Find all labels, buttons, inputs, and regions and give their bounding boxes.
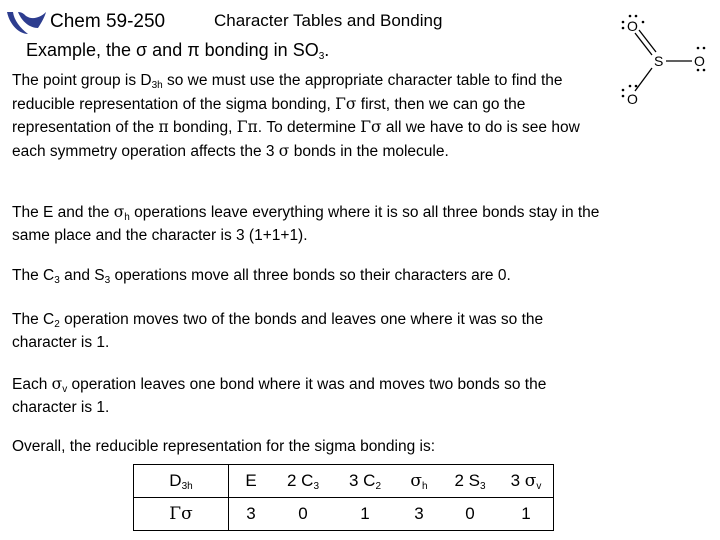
course-title: Chem 59-250 bbox=[50, 11, 166, 32]
rep-label-cell: Γσ bbox=[134, 498, 229, 531]
paragraph-c3-s3: The $C_3$ and $S_3$ operations move all three bonds so their characters are 0. bbox=[12, 267, 511, 286]
table-row-gamma-sigma bbox=[134, 498, 554, 531]
point-group-cell: $D_{3h}$ bbox=[134, 465, 229, 498]
topic-title: Character Tables and Bonding bbox=[214, 11, 443, 30]
op-cell-s3: 2 $S_3$ bbox=[441, 465, 499, 498]
oxygen-atom-right: O bbox=[694, 53, 705, 69]
oxygen-atom-top: O bbox=[627, 18, 638, 34]
reducible-representation-table bbox=[133, 464, 554, 531]
char-cell: 0 bbox=[441, 498, 499, 531]
university-logo bbox=[4, 8, 48, 38]
sulfur-atom: S bbox=[654, 53, 664, 69]
char-cell: 3 bbox=[229, 498, 274, 531]
paragraph-sigma-v: Each $\sigma_v$ operation leaves one bond where it was and moves two bonds so the character is 1. bbox=[12, 375, 547, 416]
op-cell-sigma-h: $\sigma_h$ bbox=[397, 465, 441, 498]
op-cell-sigma-v: 3 $\sigma_v$ bbox=[499, 465, 554, 498]
so3-lewis-structure bbox=[612, 10, 716, 106]
paragraph-point-group: The point group is $D_{3h}$ so we must use the appropriate character table to find the reducible representation of the sigma bonding, Γσ first, then we can go the representation of the π bonding, Γπ. To determine Γσ all we have to do is see how each symmetry operation affects the 3 σ bonds in the molecule. bbox=[12, 72, 580, 160]
paragraph-c2: The $C_2$ operation moves two of the bonds and leaves one where it was so the character is 1. bbox=[12, 311, 544, 351]
table-header-row bbox=[134, 465, 554, 498]
paragraph-overall: Overall, the reducible representation for the sigma bonding is: bbox=[12, 438, 436, 455]
char-cell: 1 bbox=[499, 498, 554, 531]
char-cell: 3 bbox=[397, 498, 441, 531]
char-cell: 1 bbox=[333, 498, 397, 531]
oxygen-atom-bottom: O bbox=[627, 91, 638, 106]
op-cell-c3: 2 $C_3$ bbox=[273, 465, 333, 498]
slide-subtitle: Example, the σ and π bonding in $SO_3$. bbox=[26, 40, 330, 62]
paragraph-e-sigma-h: The E and the $\sigma_h$ operations leave everything where it is so all three bonds stay in the same place and the character is 3 (1+1+1). bbox=[12, 203, 600, 244]
op-cell-e: E bbox=[229, 465, 274, 498]
op-cell-c2: 3 $C_2$ bbox=[333, 465, 397, 498]
char-cell: 0 bbox=[273, 498, 333, 531]
